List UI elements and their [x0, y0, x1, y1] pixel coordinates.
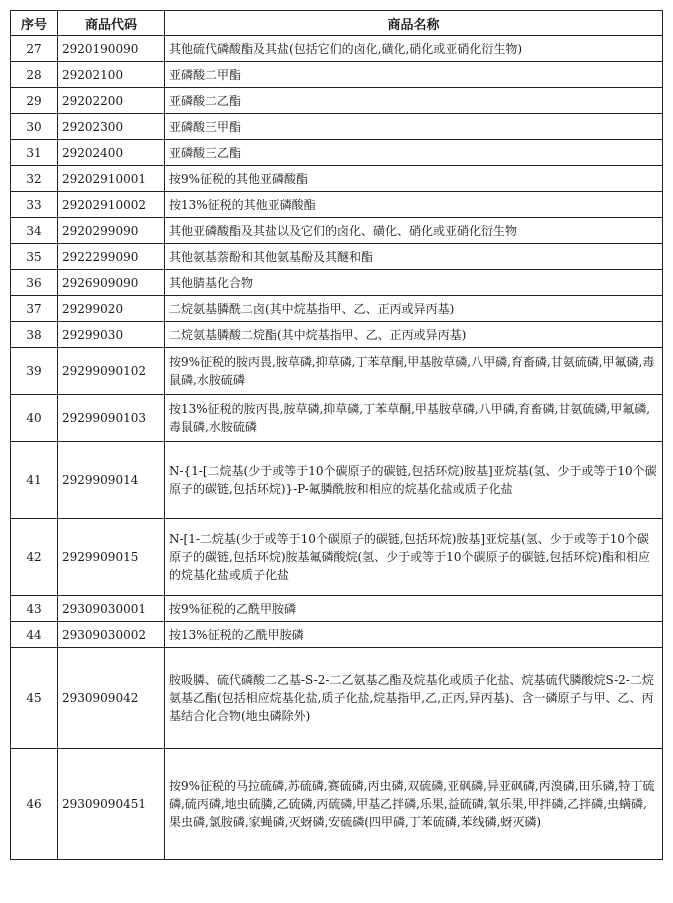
row-product-code: 2929909014	[58, 442, 165, 519]
table-row	[11, 596, 663, 622]
row-product-name: 其他硫代磷酸酯及其盐(包括它们的卤化,磺化,硝化或亚硝化衍生物)	[165, 36, 663, 62]
row-serial-number: 27	[11, 36, 58, 62]
row-product-name: 胺吸膦、硫代磷酸二乙基-S-2-二乙氨基乙酯及烷基化或质子化盐、烷基硫代膦酸烷S-2-二烷氨基乙酯(包括相应烷基化盐,质子化盐,烷基指甲,乙,正丙,异丙基)、含一磷原子与甲、乙、丙基结合化合物(地虫磷除外)	[165, 648, 663, 749]
row-product-name: 按13%征税的其他亚磷酸酯	[165, 192, 663, 218]
row-serial-number: 37	[11, 296, 58, 322]
table-row	[11, 140, 663, 166]
table-row	[11, 519, 663, 596]
row-product-code: 2930909042	[58, 648, 165, 749]
row-product-code: 29309030002	[58, 622, 165, 648]
row-product-code: 29202910001	[58, 166, 165, 192]
row-product-name: 按9%征税的胺丙畏,胺草磷,抑草磷,丁苯草酮,甲基胺草磷,八甲磷,育畜磷,甘氨硫磷,甲氟磷,毒鼠磷,水胺硫磷	[165, 348, 663, 395]
table-row	[11, 192, 663, 218]
row-product-code: 29202200	[58, 88, 165, 114]
table-row	[11, 348, 663, 395]
row-serial-number: 34	[11, 218, 58, 244]
row-product-name: 按13%征税的胺丙畏,胺草磷,抑草磷,丁苯草酮,甲基胺草磷,八甲磷,育畜磷,甘氨硫磷,甲氟磷,毒鼠磷,水胺硫磷	[165, 395, 663, 442]
row-product-code: 29309030001	[58, 596, 165, 622]
row-product-name: 其他亚磷酸酯及其盐以及它们的卤化、磺化、硝化或亚硝化衍生物	[165, 218, 663, 244]
row-product-name: 亚磷酸二乙酯	[165, 88, 663, 114]
table-row	[11, 36, 663, 62]
header-product-code: 商品代码	[58, 11, 165, 36]
row-serial-number: 40	[11, 395, 58, 442]
table-row	[11, 749, 663, 860]
table-row	[11, 296, 663, 322]
row-product-name: 二烷氨基膦酸二烷酯(其中烷基指甲、乙、正丙或异丙基)	[165, 322, 663, 348]
row-serial-number: 43	[11, 596, 58, 622]
row-product-name: 亚磷酸二甲酯	[165, 62, 663, 88]
row-product-code: 29299090103	[58, 395, 165, 442]
header-serial-number: 序号	[11, 11, 58, 36]
row-product-code: 2920299090	[58, 218, 165, 244]
table-header-row	[11, 11, 663, 36]
row-product-code: 2929909015	[58, 519, 165, 596]
product-code-table	[10, 10, 663, 860]
table-row	[11, 244, 663, 270]
row-product-code: 29202300	[58, 114, 165, 140]
table-row	[11, 322, 663, 348]
row-product-code: 2922299090	[58, 244, 165, 270]
row-product-name: N-[1-二烷基(少于或等于10个碳原子的碳链,包括环烷)胺基]亚烷基(氢、少于或等于10个碳原子的碳链,包括环烷)胺基氟磷酸烷(氢、少于或等于10个碳原子的碳链,包括环烷)酯和相应的烷基化盐或质子化盐	[165, 519, 663, 596]
row-product-name: 按9%征税的马拉硫磷,苏硫磷,赛硫磷,丙虫磷,双硫磷,亚砜磷,异亚砜磷,丙溴磷,田乐磷,特丁硫磷,硫丙磷,地虫硫膦,乙硫磷,丙硫磷,甲基乙拌磷,乐果,益硫磷,氧乐果,甲拌磷,乙拌磷,虫螨磷,果虫磷,氯胺磷,家蝇磷,灭蚜磷,安硫磷(四甲磷,丁苯硫磷,苯线磷,蚜灭磷)	[165, 749, 663, 860]
row-product-name: 按9%征税的其他亚磷酸酯	[165, 166, 663, 192]
table-row	[11, 218, 663, 244]
row-product-name: 亚磷酸三乙酯	[165, 140, 663, 166]
row-serial-number: 29	[11, 88, 58, 114]
table-row	[11, 114, 663, 140]
row-product-code: 29299030	[58, 322, 165, 348]
row-serial-number: 36	[11, 270, 58, 296]
row-product-code: 29309090451	[58, 749, 165, 860]
row-serial-number: 32	[11, 166, 58, 192]
tariff-table-sheet	[10, 10, 663, 860]
row-serial-number: 42	[11, 519, 58, 596]
row-product-code: 29202400	[58, 140, 165, 166]
table-row	[11, 270, 663, 296]
row-serial-number: 28	[11, 62, 58, 88]
row-product-name: 其他腈基化合物	[165, 270, 663, 296]
row-product-code: 29202910002	[58, 192, 165, 218]
row-serial-number: 33	[11, 192, 58, 218]
row-product-code: 2920190090	[58, 36, 165, 62]
table-row	[11, 622, 663, 648]
row-product-code: 2926909090	[58, 270, 165, 296]
row-product-code: 29299020	[58, 296, 165, 322]
table-row	[11, 88, 663, 114]
row-product-name: 其他氨基萘酚和其他氨基酚及其醚和酯	[165, 244, 663, 270]
row-serial-number: 38	[11, 322, 58, 348]
table-row	[11, 442, 663, 519]
row-product-name: 按9%征税的乙酰甲胺磷	[165, 596, 663, 622]
row-serial-number: 46	[11, 749, 58, 860]
row-product-code: 29202100	[58, 62, 165, 88]
row-product-name: 按13%征税的乙酰甲胺磷	[165, 622, 663, 648]
row-serial-number: 41	[11, 442, 58, 519]
row-product-name: 亚磷酸三甲酯	[165, 114, 663, 140]
table-row	[11, 648, 663, 749]
row-serial-number: 35	[11, 244, 58, 270]
row-serial-number: 30	[11, 114, 58, 140]
table-row	[11, 62, 663, 88]
row-serial-number: 31	[11, 140, 58, 166]
row-product-code: 29299090102	[58, 348, 165, 395]
row-product-name: N-{1-[二烷基(少于或等于10个碳原子的碳链,包括环烷)胺基]亚烷基(氢、少于或等于10个碳原子的碳链,包括环烷)}-P-氟膦酰胺和相应的烷基化盐或质子化盐	[165, 442, 663, 519]
header-product-name: 商品名称	[165, 11, 663, 36]
row-serial-number: 39	[11, 348, 58, 395]
row-serial-number: 44	[11, 622, 58, 648]
row-serial-number: 45	[11, 648, 58, 749]
row-product-name: 二烷氨基膦酰二卤(其中烷基指甲、乙、正丙或异丙基)	[165, 296, 663, 322]
table-row	[11, 166, 663, 192]
table-row	[11, 395, 663, 442]
